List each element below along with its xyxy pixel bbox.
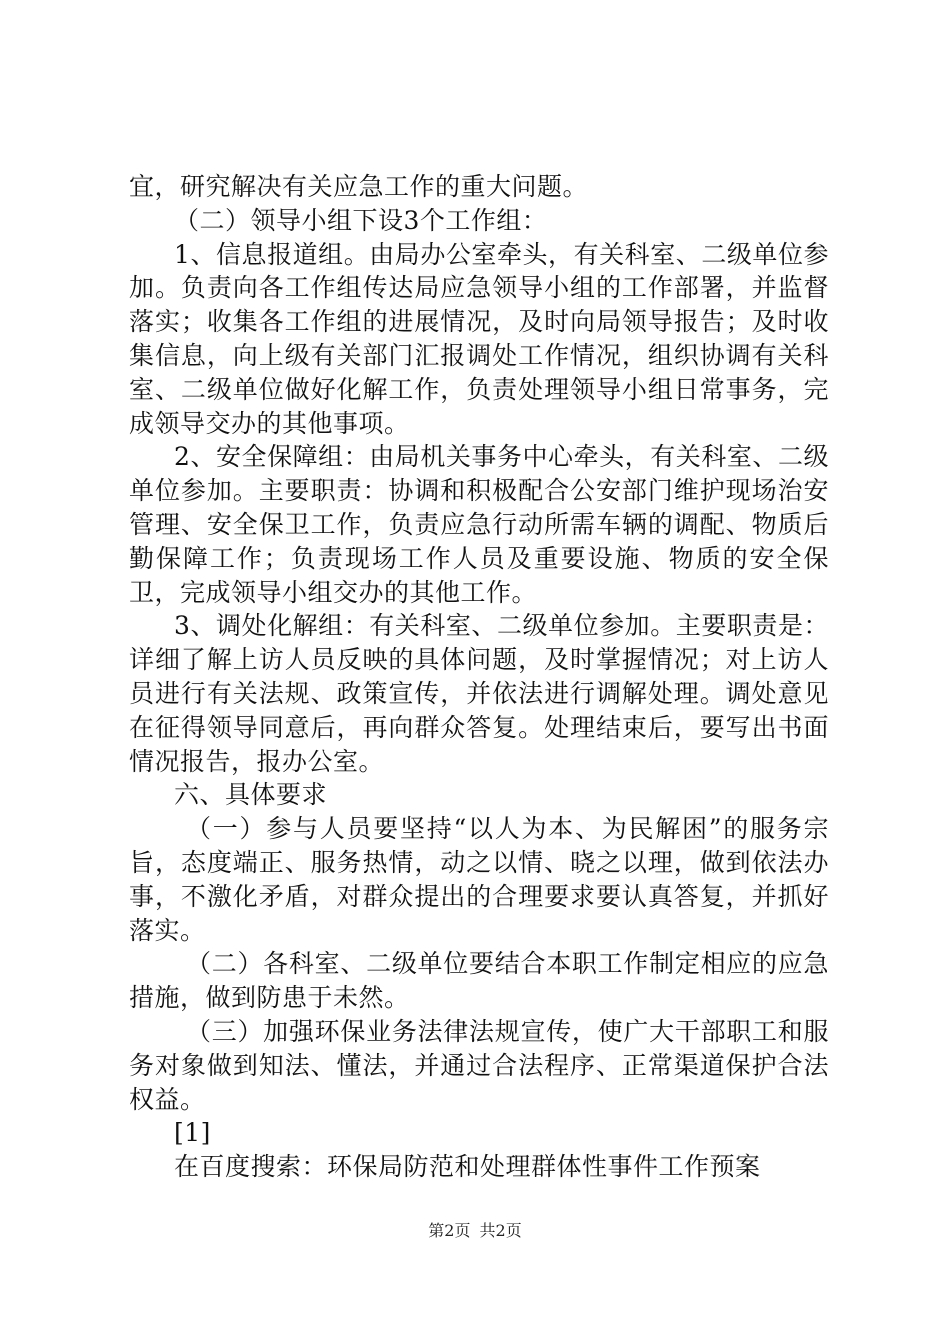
page-footer <box>0 1218 950 1241</box>
page-total: 共2页 <box>479 1221 522 1240</box>
paragraph-7: （一）参与人员要坚持“以人为本、为民解困”的服务宗旨，态度端正、服务热情，动之以情、晓之以理，做到依法办事，不激化矛盾，对群众提出的合理要求要认真答复，并抓好落实。 <box>129 814 829 945</box>
paragraph-8: （二）各科室、二级单位要结合本职工作制定相应的应急措施，做到防患于未然。 <box>129 949 829 1013</box>
paragraph-1: 宜，研究解决有关应急工作的重大问题。 <box>129 172 589 201</box>
document-body <box>129 170 829 1184</box>
section-heading: 六、具体要求 <box>174 780 328 810</box>
paragraph-4: 2、安全保障组：由局机关事务中心牵头，有关科室、二级单位参加。主要职责：协调和积极配合公安部门维护现场治安管理、安全保卫工作，负责应急行动所需车辆的调配、物质后勤保障工作；负责现场工作人员及重要设施、物质的安全保卫，完成领导小组交办的其他工作。 <box>129 442 829 607</box>
paragraph-3: 1、信息报道组。由局办公室牵头，有关科室、二级单位参加。负责向各工作组传达局应急领导小组的工作部署，并监督落实；收集各工作组的进展情况，及时向局领导报告；及时收集信息，向上级有关部门汇报调处工作情况，组织协调有关科室、二级单位做好化解工作，负责处理领导小组日常事务，完成领导交办的其他事项。 <box>129 239 829 438</box>
paragraph-9: （三）加强环保业务法律法规宣传，使广大干部职工和服务对象做到知法、懂法，并通过合法程序、正常渠道保护合法权益。 <box>129 1016 829 1114</box>
paragraph-5: 3、调处化解组：有关科室、二级单位参加。主要职责是：详细了解上访人员反映的具体问题，及时掌握情况；对上访人员进行有关法规、政策宣传，并依法进行调解处理。调处意见在征得领导同意后，再向群众答复。处理结束后，要写出书面情况报告，报办公室。 <box>129 611 829 776</box>
paragraph-2: （二）领导小组下设3个工作组： <box>174 205 548 235</box>
footnote-marker: [1] <box>174 1118 211 1148</box>
search-line: 在百度搜索：环保局防范和处理群体性事件工作预案 <box>174 1152 761 1182</box>
page-number: 第2页 <box>428 1221 471 1240</box>
